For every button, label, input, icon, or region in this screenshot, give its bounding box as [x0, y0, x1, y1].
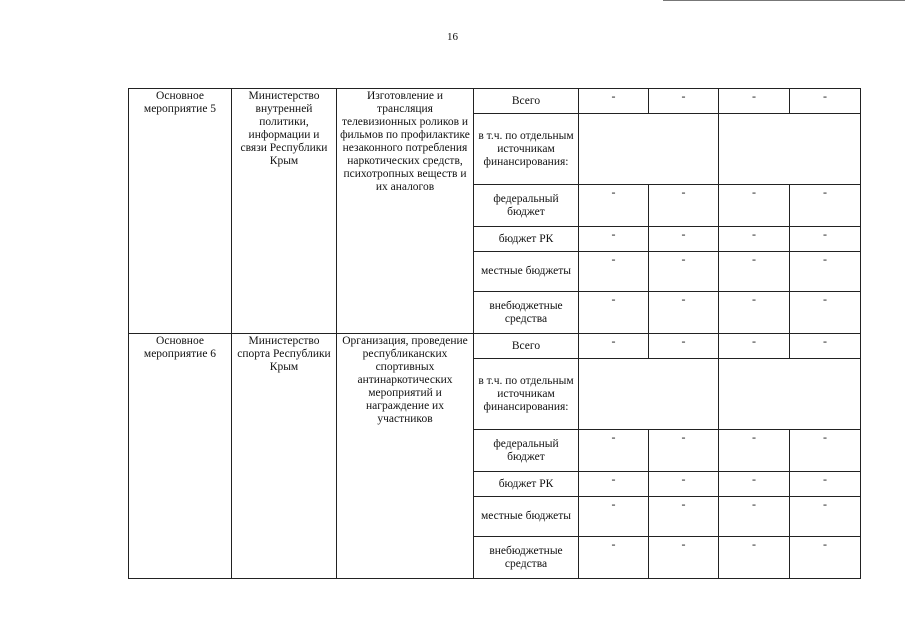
- value-cell-empty: [719, 359, 861, 430]
- funding-label: Всего: [474, 334, 579, 359]
- value-cell: -: [579, 537, 649, 579]
- description-cell: Изготовление и трансляция телевизионных роликов и фильмов по профилактике незаконного потребления наркотических средств, психотропных веществ и их аналогов: [337, 89, 474, 334]
- value-cell: -: [790, 292, 861, 334]
- value-cell: -: [719, 89, 790, 114]
- value-cell: -: [719, 185, 790, 227]
- value-cell: -: [719, 252, 790, 292]
- funding-label: в т.ч. по отдельным источникам финансирования:: [474, 359, 579, 430]
- value-cell: -: [579, 497, 649, 537]
- value-cell-empty: [579, 114, 719, 185]
- value-cell: -: [579, 185, 649, 227]
- table-row: [129, 334, 861, 359]
- value-cell: -: [719, 292, 790, 334]
- table-body: [129, 89, 861, 579]
- value-cell: -: [719, 537, 790, 579]
- value-cell: -: [790, 227, 861, 252]
- funding-label: в т.ч. по отдельным источникам финансирования:: [474, 114, 579, 185]
- page-number: 16: [447, 31, 458, 43]
- value-cell: -: [649, 89, 719, 114]
- value-cell: -: [719, 334, 790, 359]
- description-cell: Организация, проведение республиканских спортивных антинаркотических мероприятий и награждение их участников: [337, 334, 474, 579]
- value-cell: -: [649, 430, 719, 472]
- executor-cell: Министерство внутренней политики, информации и связи Республики Крым: [232, 89, 337, 334]
- funding-label: внебюджетные средства: [474, 537, 579, 579]
- value-cell: -: [579, 252, 649, 292]
- value-cell: -: [790, 537, 861, 579]
- value-cell-empty: [579, 359, 719, 430]
- value-cell-empty: [719, 114, 861, 185]
- value-cell: -: [790, 497, 861, 537]
- value-cell: -: [719, 227, 790, 252]
- value-cell: -: [579, 472, 649, 497]
- executor-cell: Министерство спорта Республики Крым: [232, 334, 337, 579]
- value-cell: -: [649, 334, 719, 359]
- value-cell: -: [579, 227, 649, 252]
- funding-label: Всего: [474, 89, 579, 114]
- value-cell: -: [790, 89, 861, 114]
- value-cell: -: [579, 334, 649, 359]
- value-cell: -: [649, 252, 719, 292]
- value-cell: -: [579, 430, 649, 472]
- funding-label: бюджет РК: [474, 227, 579, 252]
- value-cell: -: [579, 89, 649, 114]
- funding-label: внебюджетные средства: [474, 292, 579, 334]
- funding-label: федеральный бюджет: [474, 185, 579, 227]
- value-cell: -: [790, 430, 861, 472]
- funding-label: федеральный бюджет: [474, 430, 579, 472]
- value-cell: -: [719, 472, 790, 497]
- funding-table: [128, 88, 861, 579]
- value-cell: -: [790, 334, 861, 359]
- table-row: [129, 89, 861, 114]
- funding-label: бюджет РК: [474, 472, 579, 497]
- value-cell: -: [790, 252, 861, 292]
- value-cell: -: [649, 537, 719, 579]
- value-cell: -: [719, 430, 790, 472]
- value-cell: -: [790, 185, 861, 227]
- event-name-cell: Основное мероприятие 5: [129, 89, 232, 334]
- value-cell: -: [649, 185, 719, 227]
- funding-label: местные бюджеты: [474, 252, 579, 292]
- value-cell: -: [649, 472, 719, 497]
- top-rule: [663, 0, 905, 1]
- value-cell: -: [790, 472, 861, 497]
- value-cell: -: [649, 497, 719, 537]
- value-cell: -: [579, 292, 649, 334]
- value-cell: -: [649, 292, 719, 334]
- event-name-cell: Основное мероприятие 6: [129, 334, 232, 579]
- funding-label: местные бюджеты: [474, 497, 579, 537]
- value-cell: -: [649, 227, 719, 252]
- value-cell: -: [719, 497, 790, 537]
